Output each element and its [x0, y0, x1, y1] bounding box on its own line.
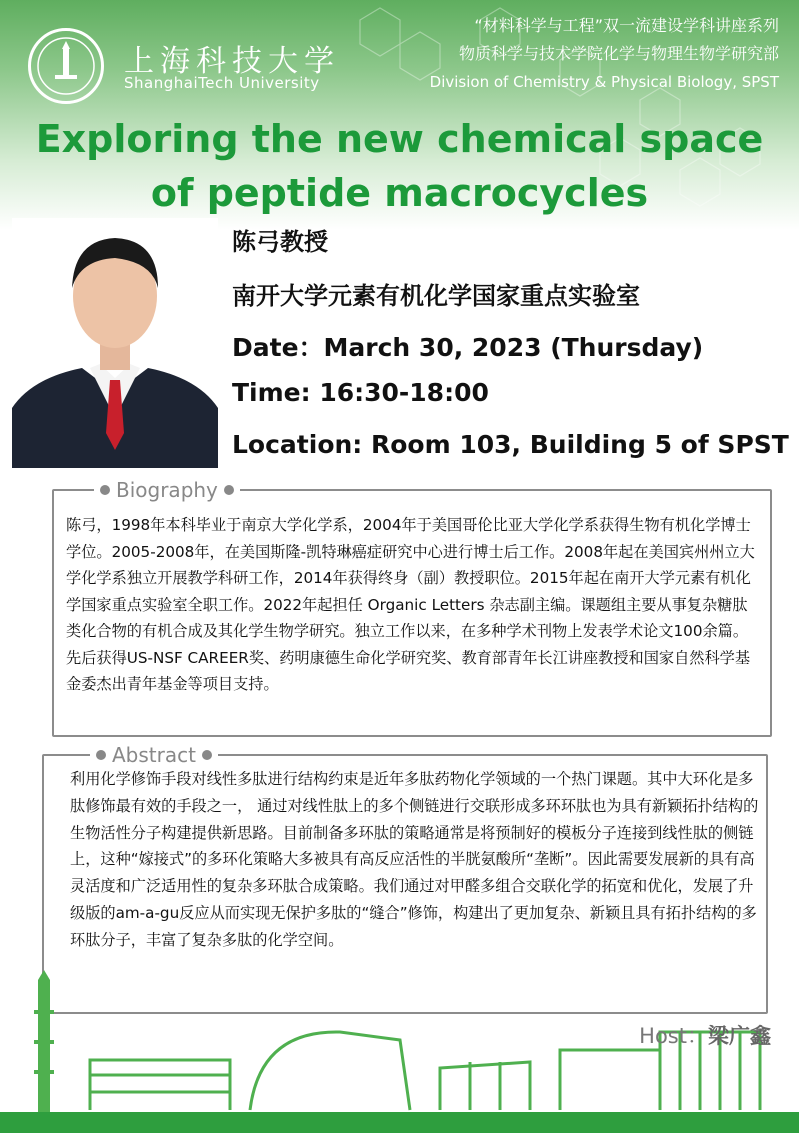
title-line-1: Exploring the new chemical space: [35, 117, 764, 161]
department-cn: 物质科学与技术学院化学与物理生物学研究部: [458, 44, 779, 63]
host-line: [639, 1020, 771, 1050]
event-location: Location: Room 103, Building 5 of SPST: [232, 430, 789, 459]
university-name-cn: 上海科技大学: [124, 44, 340, 79]
bullet-dot-icon: [224, 485, 234, 495]
speaker-name: 陈弓教授: [232, 228, 328, 256]
host-name: 梁广鑫: [708, 1024, 771, 1048]
bullet-dot-icon: [96, 750, 106, 760]
bullet-dot-icon: [100, 485, 110, 495]
abstract-heading: [90, 743, 218, 767]
lecture-series-header: [430, 12, 779, 96]
biography-heading-label: Biography: [116, 478, 218, 502]
department-en: Division of Chemistry & Physical Biology, SPST: [429, 73, 779, 91]
university-seal-logo: [28, 28, 104, 104]
abstract-text: 利用化学修饰手段对线性多肽进行结构约束是近年多肽药物化学领域的一个热门课题。其中大环化是多肽修饰最有效的手段之一， 通过对线性肽上的多个侧链进行交联形成多环环肽也为具有新颖拓扑结构的生物活性分子构建提供新思路。目前制备多环肽的策略通常是将预制好的模板分子连接到线性肽的侧链上，这种“嫁接式”的多环化策略大多被具有高反应活性的半胱氨酸所“垄断”。因此需要发展新的具有高灵活度和广泛适用性的复杂多环肽合成策略。我们通过对甲醛多组合交联化学的拓宽和优化，发展了升级版的am-a-gu反应从而实现无保护多肽的“缝合”修饰，构建出了更加复杂、新颖且具有拓扑结构的多环肽分子，丰富了复杂多肽的化学空间。: [70, 770, 759, 949]
series-line: “材料科学与工程”双一流建设学科讲座系列: [474, 16, 779, 35]
abstract-heading-label: Abstract: [112, 743, 196, 767]
university-name-en: ShanghaiTech University: [124, 74, 320, 92]
biography-heading: [94, 478, 240, 502]
title-line-2: of peptide macrocycles: [150, 171, 649, 215]
event-time: Time: 16:30-18:00: [232, 378, 489, 407]
bullet-dot-icon: [202, 750, 212, 760]
speaker-photo: [12, 218, 218, 468]
event-date: Date：March 30, 2023 (Thursday): [232, 333, 704, 362]
host-label: Host：: [639, 1024, 708, 1048]
biography-text: 陈弓，1998年本科毕业于南京大学化学系，2004年于美国哥伦比亚大学化学系获得生物有机化学博士学位。2005-2008年，在美国斯隆-凯特琳癌症研究中心进行博士后工作。2008年起在美国宾州州立大学化学系独立开展教学科研工作，2014年获得终身（副）教授职位。2015年起在南开大学元素有机化学国家重点实验室全职工作。2022年起担任 Organic Letters 杂志副主编。课题组主要从事复杂糖肽类化合物的有机合成及其化学生物学研究。独立工作以来，在多种学术刊物上发表学术论文100余篇。先后获得US-NSF CAREER奖、药明康德生命化学研究奖、教育部青年长江讲座教授和国家自然科学基金委杰出青年基金等项目支持。: [66, 516, 755, 693]
lecture-title: [0, 112, 799, 220]
speaker-affiliation: 南开大学元素有机化学国家重点实验室: [232, 282, 640, 310]
campus-skyline-illustration: [0, 970, 799, 1133]
